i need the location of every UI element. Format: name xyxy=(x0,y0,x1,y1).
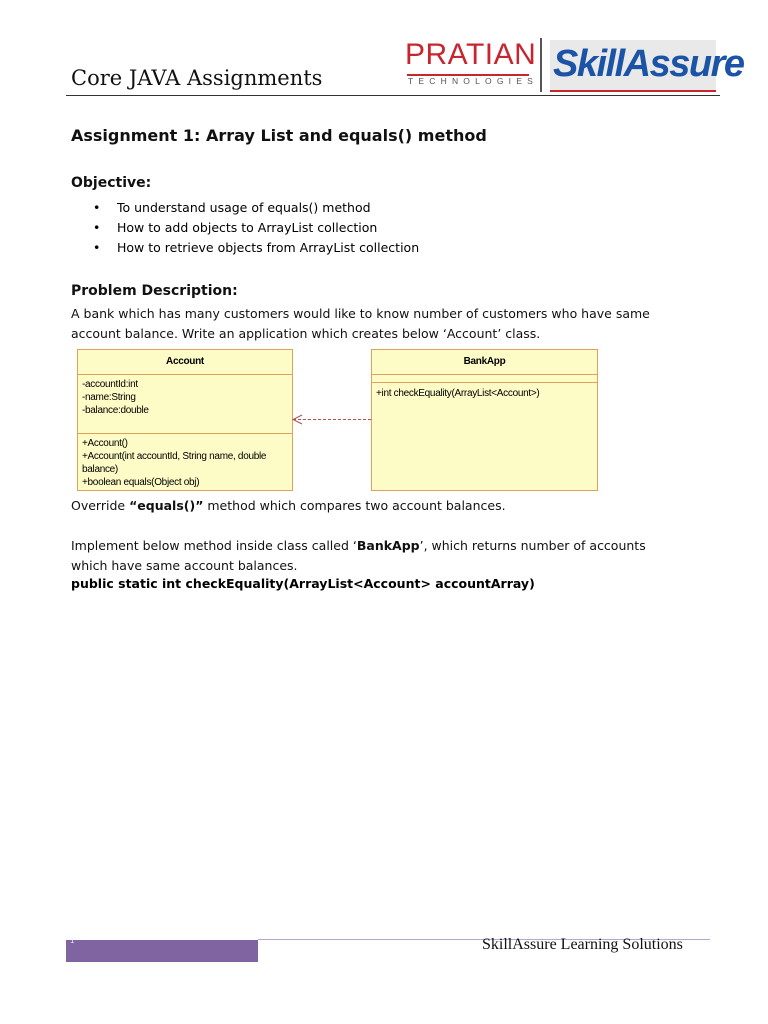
uml-attribute: -accountId:int xyxy=(82,379,138,390)
uml-method: +int checkEquality(ArrayList<Account>) xyxy=(376,388,540,399)
pratian-logo-wordmark: PRATIAN xyxy=(405,38,537,71)
uml-method: +Account(int accountId, String name, double balance) xyxy=(82,451,267,475)
override-method-name: “equals()” xyxy=(129,498,204,513)
uml-method: +boolean equals(Object obj) xyxy=(82,477,200,488)
uml-class-name: Account xyxy=(78,350,292,375)
document-header-title: Core JAVA Assignments xyxy=(71,66,323,90)
list-item xyxy=(93,238,419,258)
bullet-icon: • xyxy=(93,240,101,255)
uml-attribute: -balance:double xyxy=(82,405,149,416)
uml-class-account xyxy=(77,349,293,491)
implement-suffix: ’, which returns number of accounts xyxy=(419,538,646,553)
override-text xyxy=(71,496,506,516)
objective-item-text: How to retrieve objects from ArrayList collection xyxy=(117,240,420,255)
uml-method: +Account() xyxy=(82,438,128,449)
uml-class-bankapp xyxy=(371,349,598,491)
uml-attributes xyxy=(372,375,597,383)
skillassure-logo xyxy=(550,40,744,92)
pratian-logo xyxy=(405,38,538,88)
uml-methods xyxy=(78,434,292,492)
uml-attributes xyxy=(78,375,292,434)
bullet-icon: • xyxy=(93,220,101,235)
implement-prefix: Implement below method inside class called ‘ xyxy=(71,538,357,553)
pratian-logo-subtitle: TECHNOLOGIES xyxy=(408,76,538,86)
problem-text-line-2: account balance. Write an application which creates below ‘Account’ class. xyxy=(71,326,541,341)
uml-class-name: BankApp xyxy=(372,350,597,375)
list-item xyxy=(93,218,419,238)
objective-item-text: How to add objects to ArrayList collection xyxy=(117,220,378,235)
objective-list xyxy=(93,198,419,258)
header-divider xyxy=(66,95,720,96)
logo-divider xyxy=(540,38,542,92)
uml-methods xyxy=(372,383,597,404)
method-signature: public static int checkEquality(ArrayList<Account> accountArray) xyxy=(71,576,535,591)
assignment-title: Assignment 1: Array List and equals() method xyxy=(71,126,487,145)
implement-class-name: BankApp xyxy=(356,538,420,553)
implement-text-line-2: which have same account balances. xyxy=(71,558,298,573)
page-number: 1 xyxy=(70,937,75,945)
dependency-arrow xyxy=(293,419,371,420)
objective-item-text: To understand usage of equals() method xyxy=(117,200,371,215)
override-prefix: Override xyxy=(71,498,130,513)
arrowhead-icon xyxy=(291,414,303,425)
skillassure-logo-wordmark: SkillAssure xyxy=(553,43,744,85)
uml-attribute: -name:String xyxy=(82,392,136,403)
objective-heading: Objective: xyxy=(71,175,152,191)
footer-accent-bar xyxy=(66,940,258,962)
problem-heading: Problem Description: xyxy=(71,283,238,299)
footer-company-name: SkillAssure Learning Solutions xyxy=(482,936,683,953)
bullet-icon: • xyxy=(93,200,101,215)
list-item xyxy=(93,198,419,218)
override-suffix: method which compares two account balances. xyxy=(203,498,506,513)
implement-text-line-1 xyxy=(71,536,646,556)
problem-text-line-1: A bank which has many customers would like to know number of customers who have same xyxy=(71,306,650,321)
